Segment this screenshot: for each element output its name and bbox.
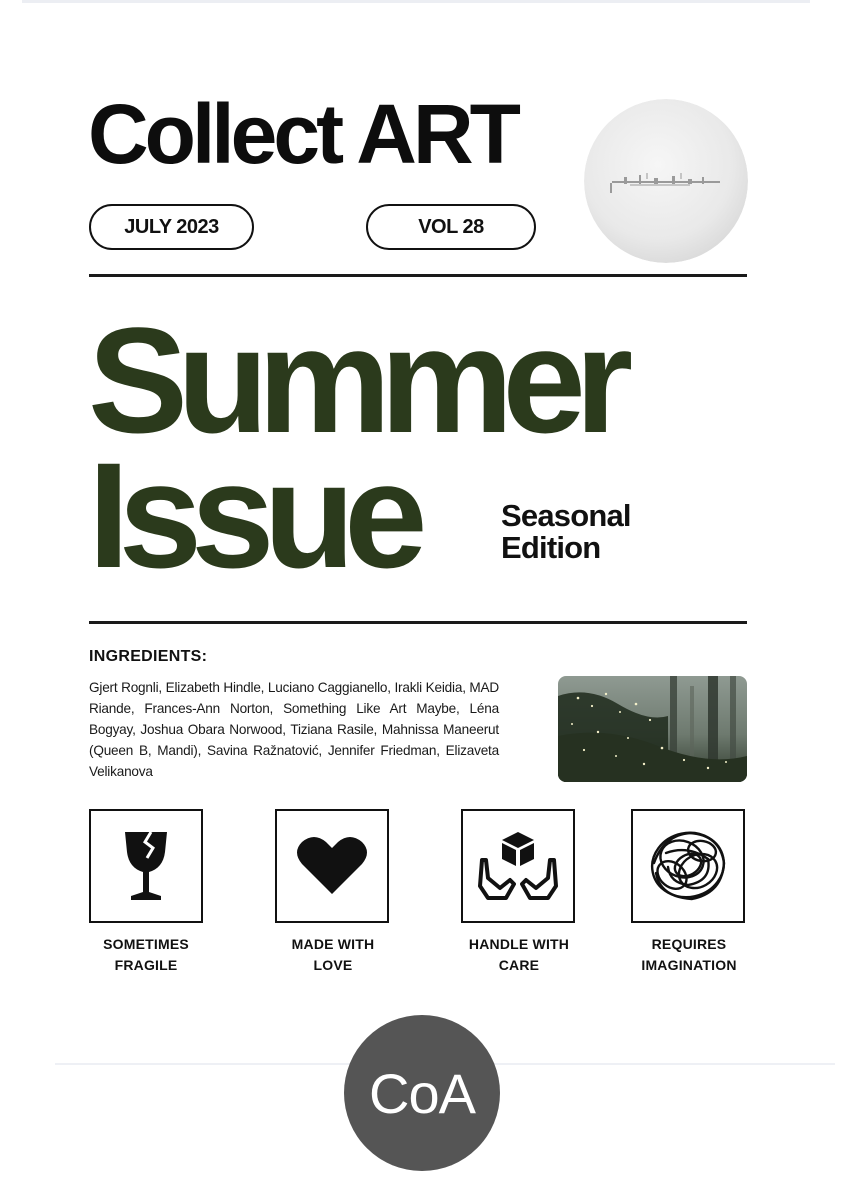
headline-summer: Summer (88, 296, 623, 464)
coa-badge-button[interactable]: CoA (344, 1015, 500, 1171)
label-line-2: FRAGILE (114, 957, 178, 973)
edition-line-1: Seasonal (501, 498, 631, 533)
volume-pill: VOL 28 (366, 204, 536, 250)
label-sometimes-fragile (66, 934, 226, 976)
label-made-with-love (253, 934, 413, 976)
ingredients-artist-list: Gjert Rognli, Elizabeth Hindle, Luciano Caggianello, Irakli Keidia, MAD Riande, Frances-Ann Norton, Something Like Art Maybe, Léna Bogyay, Joshua Obara Norwood, Tiziana Rasile, Mahnissa Maneerut (Queen B, Mandi), Savina Ražnatović, Jennifer Friedman, Elizaveta Velikanova (89, 680, 499, 779)
ingredients-heading: INGREDIENTS: (89, 648, 208, 665)
imagination-icon-box (631, 809, 745, 923)
label-line-1: REQUIRES (651, 936, 727, 952)
label-line-1: MADE WITH (291, 936, 375, 952)
hands-box-icon (476, 826, 560, 906)
label-requires-imagination (609, 934, 769, 976)
magazine-title: Collect ART (88, 87, 517, 181)
fragile-icon-box (89, 809, 203, 923)
headline-divider (89, 621, 747, 624)
love-icon-box (275, 809, 389, 923)
header-divider (89, 274, 747, 277)
forest-photo (558, 676, 747, 782)
edition-line-2: Edition (501, 530, 601, 565)
label-line-2: IMAGINATION (641, 957, 737, 973)
broken-glass-icon (111, 826, 181, 906)
headline-issue: Issue (88, 431, 417, 599)
top-divider (22, 0, 810, 3)
label-line-1: SOMETIMES (103, 936, 189, 952)
heart-icon (296, 834, 368, 898)
issue-date-pill: JULY 2023 (89, 204, 254, 250)
label-handle-with-care (439, 934, 599, 976)
care-icon-box (461, 809, 575, 923)
label-line-2: CARE (498, 957, 540, 973)
scribble-icon (642, 823, 734, 909)
label-line-1: HANDLE WITH (468, 936, 570, 952)
label-line-2: LOVE (313, 957, 353, 973)
featured-artwork-image (584, 99, 748, 263)
edition-subtitle (501, 500, 631, 564)
